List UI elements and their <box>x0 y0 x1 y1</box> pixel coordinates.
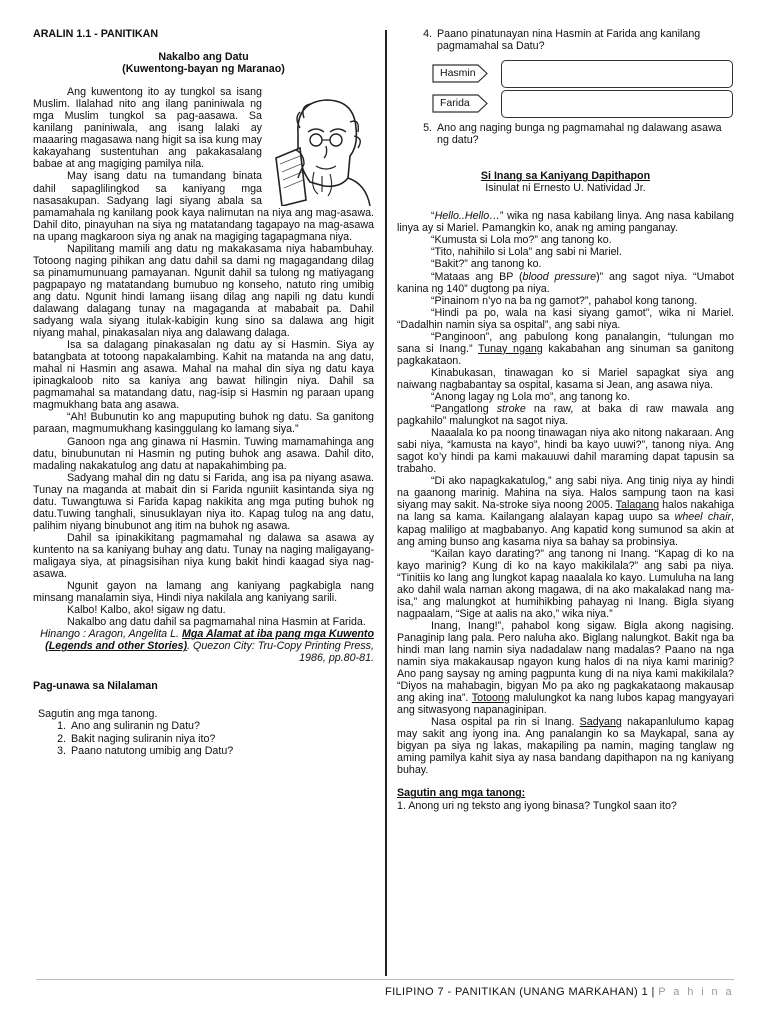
final-questions-heading: Sagutin ang mga tanong: <box>397 787 526 800</box>
hasmin-answer-box[interactable] <box>501 60 733 88</box>
question-list-right <box>397 28 734 52</box>
hasmin-label: Hasmin <box>440 67 476 80</box>
answer-diagram <box>397 56 734 116</box>
p16-b: nakapanlulumo kapag may sakit ang iyong ina. Ang panalangin ko sa Maykapal, sana ay bigyan pa siya ng lakas, makapiling pa namin, maging tanglaw ng aming pamilya kahit siya ay nasa bandang dapithapon na ng kaniyang buhay. <box>397 716 734 777</box>
citation-book: Mga Alamat at iba pang mga Kuwento (Legends and other Stories) <box>45 628 374 653</box>
story2-paragraph-15 <box>397 620 734 716</box>
farida-tag <box>432 94 488 113</box>
left-column <box>33 28 374 757</box>
story2-paragraph-7: “Hindi pa po, wala na kasi siyang gamot”, wika ni Mariel. “Dadalhin namin siya sa ospital”, ang sabi niya. <box>397 306 734 331</box>
story2-paragraph-5 <box>397 271 734 295</box>
story2-line-4: “Bakit?” ang tanong ko. <box>431 258 542 271</box>
datu-reading-illustration <box>270 88 374 206</box>
story-paragraph-1: Ang kuwentong ito ay tungkol sa isang Muslim. Ilalahad nito ang ilang paniniwala ng mga Muslim tungkol sa pag-aasawa. Sa kanilang paniniwala, ang isang lalaki ay maaaring magasawa nang higit sa isa kung may kakayahang sustentuhan ang pakakasalang babae at ang magiging pamilya nila. <box>33 86 262 171</box>
p8-underlined: Tunay ngang <box>478 342 543 355</box>
p13-c: , kapag maliligo at magbabanyo. Ang kapatid kong sumunod sa akin at ang aming bunso ang kasama niya sa bahay sa probinsiya. <box>397 511 734 548</box>
story2-title: Si Inang sa Kaniyang Dapithapon <box>480 170 651 183</box>
story2-line-2: “Kumusta si Lola mo?” ang tanong ko. <box>431 234 612 247</box>
story2-paragraph-13 <box>397 475 734 547</box>
p8-a: “Panginoon”, ang pabulong kong panalangin, “tulungan mo sana si Inang.” <box>397 330 734 355</box>
p16-underlined: Sadyang <box>579 716 622 729</box>
story-paragraph-9: Ngunit gayon na lamang ang kaniyang pagkabigla nang minsang manalamin siya, Hindi niya nakilala ang kaniyang sarili. <box>33 580 374 605</box>
citation-suffix: . Quezon City: Tru-Copy Printing Press, 1986, pp.80-81. <box>187 640 374 665</box>
comprehension-heading: Pag-unawa sa Nilalaman <box>33 680 158 693</box>
wheel-chair-text: wheel chair <box>674 511 732 524</box>
story2-line-10: “Anong lagay ng Lola mo”, ang tanong ko. <box>431 390 631 403</box>
p13-underlined: Talagang <box>615 499 660 512</box>
question-2: 2. Bakit naging suliranin niya ito? <box>69 733 374 745</box>
p8-b: kakabahan ang sinuman sa ganitong pagkakataon. <box>397 342 734 367</box>
blood-pressure-text: blood pressure <box>522 270 597 283</box>
story-paragraph-10: Kalbo! Kalbo, ako! sigaw ng datu. <box>67 604 226 617</box>
farida-label: Farida <box>440 97 470 110</box>
story2-line-6: “Pinainom n’yo na ba ng gamot?”, pahabol kong tanong. <box>431 294 698 307</box>
comprehension-instruction: Sagutin ang mga tanong. <box>38 708 158 721</box>
question-5: 5. Ano ang naging bunga ng pagmamahal ng dalawang asawa ng datu? <box>435 122 734 146</box>
story-paragraph-11: Nakalbo ang datu dahil sa pagmamahal nina Hasmin at Farida. <box>67 616 366 629</box>
story-paragraph-7: Sadyang mahal din ng datu si Farida, ang isa pa niyang asawa. Tunay na maganda at mabait din si Farida nguniit kasintanda siya ng datu. Tuwangtuwa si Farida kapag nakikita ang mga puting buhok ng datu.Tuwing tanghali, sinusuklayan niya ito. Kapag tulog na ang datu, palihim niyang binubunot ang itim na buhok ng asawa. <box>33 471 374 532</box>
citation <box>33 628 374 664</box>
p13-a: “Di ako napagkakatulog,” ang sabi niya. Ang tinig niya ay hindi na gaanong marinig. Mahina na siya. Halos sampung taon na kasi siyang may sakit. Na-stroke siya noong 2005. <box>397 475 734 512</box>
story2-paragraph-14: “Kailan kayo darating?” ang tanong ni Inang. “Kapag di ko na kayo marinig? Kung di ko na kayo makikilala?” ang sabi pa niya. “Tinitiis ko lang ang lungkot kapag naaalala ko kayo. Lumuluha na lang ako dahil wala naman akong magawa, di na ako makalakad nang ma-isa,” ang malungkot at humihikbing pahayag ni Inang. Bigla siyang nagpaalam, “Sige at aalis na ako,” wika niya.” <box>397 547 734 620</box>
footer-page-word: P a h i n a <box>658 986 734 998</box>
hello-text: Hello..Hello… <box>434 210 500 223</box>
story-paragraph-3: Napilitang mamili ang datu ng makakasama niya habambuhay. Totoong naging pihikan ang datu dahil sa dami ng magagandang dilag sa pinamumunuang pamayanan. Ngunit dahil sa tulong ng matiyagang pagpapayo ng matatandang bumubuo ng konseho, natuto ring umibig ang datu. Ngunit hindi lamang iisang dilag ang napili ng datu kundi dalawang dalagang tunay na magaganda at mababait pa. Dahil sadyang wala siyang itulak-kabigin kung sino sa dalawa ang higit niyang mahal, pinakasalan niya ang dalawang dalaga. <box>33 242 374 340</box>
footer-text: FILIPINO 7 - PANITIKAN (UNANG MARKAHAN) 1 | <box>384 986 659 998</box>
p5-b: )” ang sagot niya. “Umabot kanina ng 140” dugtong pa niya. <box>397 270 734 295</box>
p15-b: malulungkot ka nang lubos kapag mangyayari ang sitwasyong napanaginipan. <box>397 692 735 717</box>
lesson-title: ARALIN 1.1 - PANITIKAN <box>33 28 159 40</box>
p11-b: na raw, at baka di raw mawala ang pagkahilo” malungkot na sagot niya. <box>397 403 735 428</box>
quote-open: “ <box>431 210 435 223</box>
question-3: 3. Paano natutong umibig ang Datu? <box>69 745 374 757</box>
p13-b: halos nakahiga na lang sa kama. Kailangang alalayan kapag uupo sa <box>397 499 735 524</box>
question-list-right-2 <box>397 122 734 146</box>
p5-a: “Mataas ang BP ( <box>431 270 523 283</box>
p11-a: “Pangatlong <box>431 403 497 416</box>
story-paragraph-5: “Ah! Bubunutin ko ang mapuputing buhok ng datu. Sa ganitong paraan, magmumukhang kasinggulang ko lamang siya.” <box>33 411 374 436</box>
page-footer <box>36 979 734 998</box>
story-title: Nakalbo ang Datu <box>158 51 249 64</box>
question-1: 1. Ano ang suliranin ng Datu? <box>69 720 374 732</box>
story-paragraph-4: Isa sa dalagang pinakasalan ng datu ay si Hasmin. Siya ay batangbata at totoong napakalambing. Kahit na matanda na ang datu, mahal ni Hasmin ang asawa. Mahal na mahal din siya ng datu kaya ipinagkaloob nito sa kaniya ang bawat hilingin niya. Dahil sa pagmamahal sa matandang datu, nag-isip si Hasmin ng paraan upang magmukhang bata ang asawa. <box>33 339 374 412</box>
story2-author: Isinulat ni Ernesto U. Natividad Jr. <box>485 182 646 195</box>
story-paragraph-2: May isang datu na tumandang binata dahil sapaglilingkod sa kaniyang mga nasasakupan. Sadyang lagi siyang abala sa pamamahala ng kanilang pook kaya nalimutan na niya ang mag-asawa. Dahil dito, pinayuhan na siya ng matatandang tagapayo na mag-asawa na upang magkaroon siya ng anak na magiging tagapagmana niya. <box>33 170 374 243</box>
column-divider <box>385 30 387 976</box>
question-4: 4. Paano pinatunayan nina Hasmin at Farida ang kanilang pagmamahal sa Datu? <box>435 28 734 52</box>
story2-paragraph-11 <box>397 403 734 427</box>
story2-paragraph-1 <box>397 210 734 234</box>
question-list-left <box>33 720 374 756</box>
p15-a: Inang, Inang!”, pahabol kong sigaw. Bigla akong nagising. Panaginip lang pala. Pero naluha ako. Biglang nalungkot. Bakit nga ba hindi man lang namin siya nadadalaw nang madalas? Paano na nga namin siya makakausap ngayon kung halos di na niya kami marinig? Ano pang saysay ng aming pagpunta kung di na niya kami makikilala? “Diyos na mahabagin, bigyan Mo pa ako ng pagkakataong makausap ang aking ina”. <box>397 619 734 705</box>
p1-rest: ” wika ng nasa kabilang linya. Ang nasa kabilang linya ay si Mariel. Pamangkin ko, anak ng aming panganay. <box>397 210 734 235</box>
story2-paragraph-16 <box>397 716 734 776</box>
story-subtitle: (Kuwentong-bayan ng Maranao) <box>122 63 285 76</box>
story2-paragraph-12: Naaalala ko pa noong tinawagan niya ako nitong nakaraan. Ang sabi niya, “kamusta na kayo”, hindi ba kayo uuwi?”, tanong niya. Ang sagot ko’y hindi pa kami makauuwi dahil maraming dapat tapusin sa trabaho. <box>397 427 734 476</box>
hasmin-tag <box>432 64 488 83</box>
story2-paragraph-9: Kinabukasan, tinawagan ko si Mariel sapagkat siya ang naiwang nagbabantay sa ospital, kasama si Jean, ang asawa niya. <box>397 366 734 391</box>
p16-a: Nasa ospital pa rin si Inang. <box>431 716 580 729</box>
story2-line-3: “Tito, nahihilo si Lola” ang sabi ni Mariel. <box>431 246 622 259</box>
story-paragraph-6: Ganoon nga ang ginawa ni Hasmin. Tuwing mamamahinga ang datu, binubunutan ni Hasmin ng puting buhok ang asawa. Dahil dito, madaling nakakatulog ang datu at napakahimbing pa. <box>33 435 374 472</box>
farida-answer-box[interactable] <box>501 90 733 118</box>
p15-underlined: Totoong <box>471 692 510 705</box>
citation-prefix: Hinango : Aragon, Angelita L. <box>40 628 180 641</box>
story-paragraph-8: Dahil sa ipinakikitang pagmamahal ng dalawa sa asawa ay kuntento na sa kaniyang buhay ang datu. Tunay na naging maligayang-maligaya siya, at pinagsisihan niya kung bakit hindi kaagad siya nag-asawa. <box>33 531 374 581</box>
final-question-1: 1. Anong uri ng teksto ang iyong binasa? Tungkol saan ito? <box>397 799 677 812</box>
stroke-text: stroke <box>496 403 526 416</box>
right-column <box>397 28 734 812</box>
story2-paragraph-8 <box>397 331 734 367</box>
